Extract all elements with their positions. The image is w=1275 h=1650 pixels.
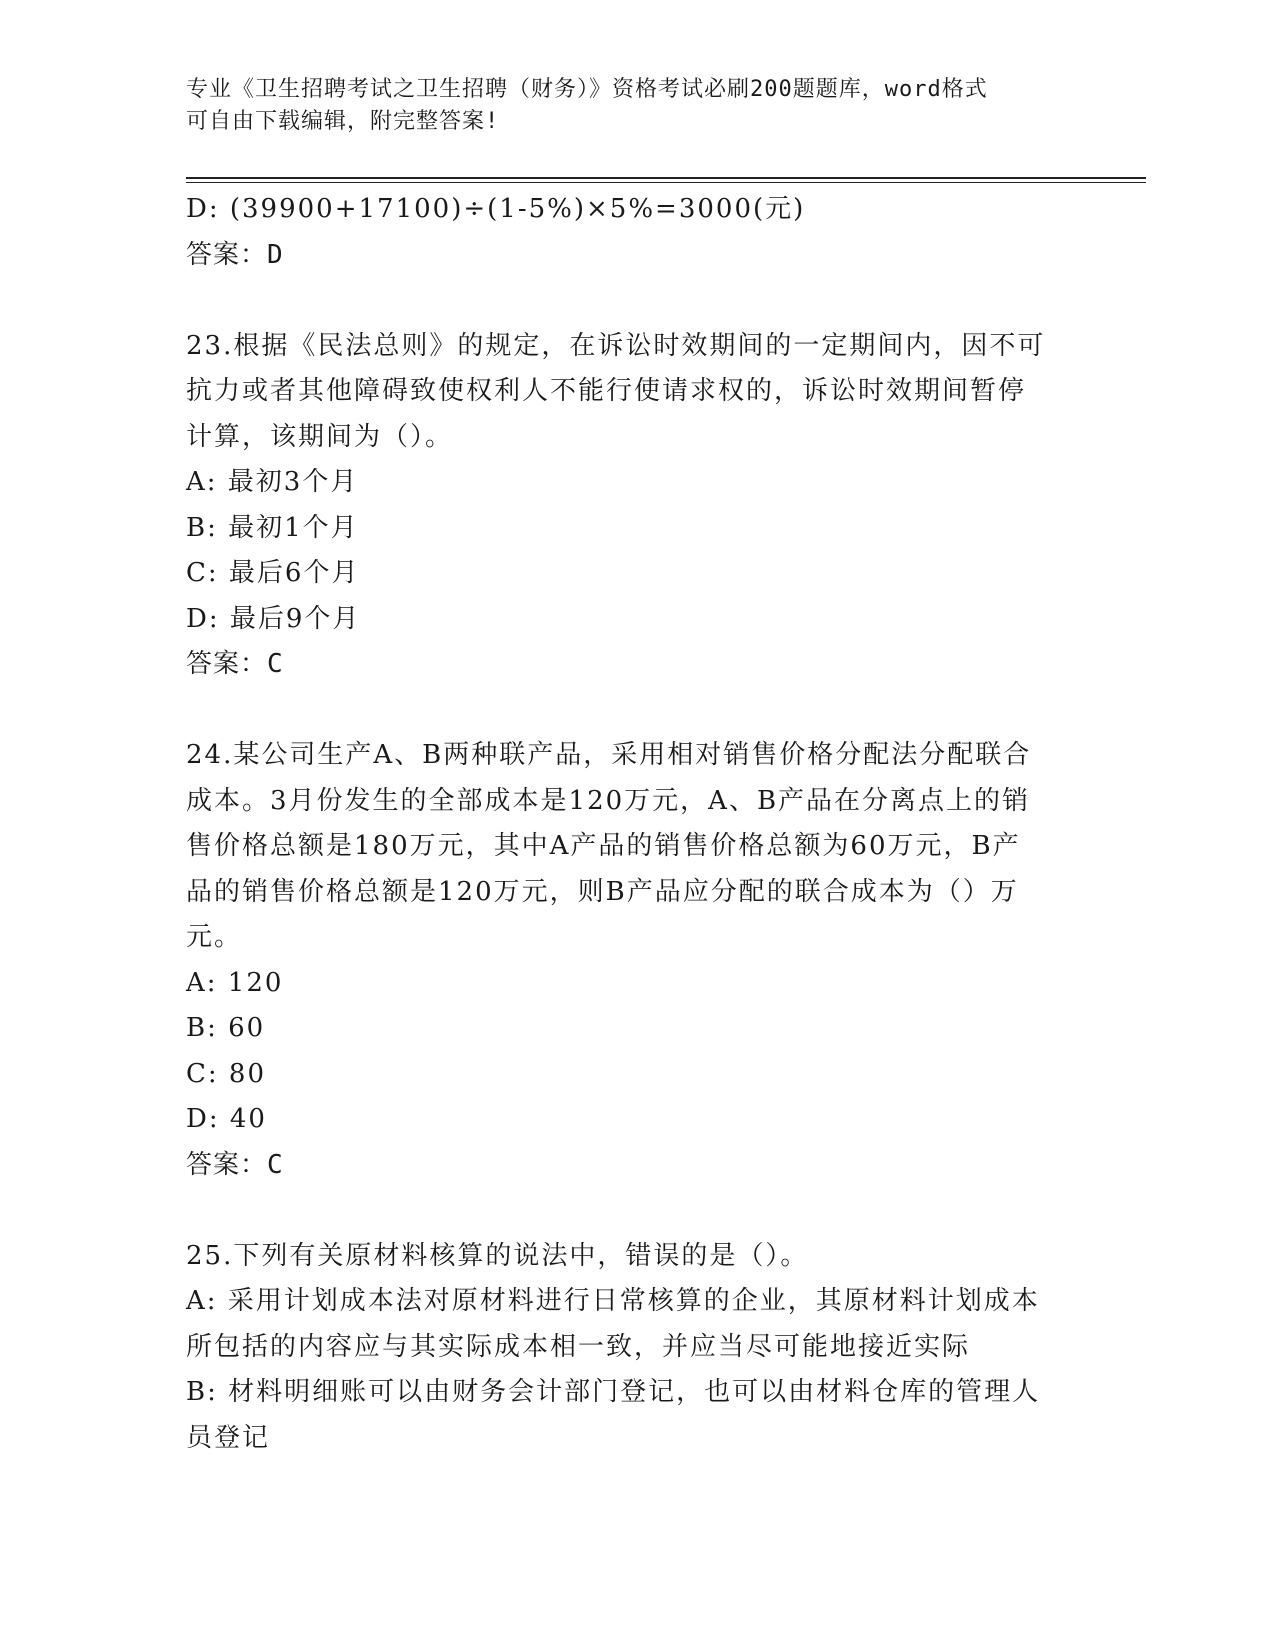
spacer	[186, 688, 1086, 734]
header-line-2: 可自由下载编辑，附完整答案!	[186, 109, 500, 134]
option-b: B: 最初1个月	[186, 512, 359, 543]
option-a: A: 采用计划成本法对原材料进行日常核算的企业，其原材料计划成本	[186, 1286, 1040, 1316]
question-23	[186, 324, 1086, 688]
option-c: C: 最后6个月	[186, 558, 360, 588]
option-d: D: 最后9个月	[186, 603, 361, 634]
question-stem-line: 计算，该期间为（）。	[186, 421, 454, 452]
question-24	[186, 733, 1086, 1188]
option-d: D: (39900+17100)÷(1-5%)×5%=3000(元)	[186, 194, 806, 224]
header-divider-thin	[186, 182, 1146, 183]
question-22-tail	[186, 187, 1086, 278]
header-line-1: 专业《卫生招聘考试之卫生招聘（财务）》资格考试必刷200题题库，word格式	[186, 77, 988, 102]
option-c: C: 80	[186, 1058, 267, 1089]
option-a: A: 最初3个月	[186, 467, 359, 497]
option-d: D: 40	[186, 1104, 267, 1134]
spacer	[186, 278, 1086, 324]
answer-line: 答案：C	[186, 649, 284, 679]
question-stem-line: 抗力或者其他障碍致使权利人不能行使请求权的，诉讼时效期间暂停	[186, 376, 1027, 406]
question-stem-line: 25.下列有关原材料核算的说法中，错误的是（）。	[186, 1240, 809, 1271]
spacer	[186, 1188, 1086, 1234]
answer-line: 答案：C	[186, 1149, 284, 1180]
question-content	[186, 187, 1086, 1461]
option-a-continuation: 所包括的内容应与其实际成本相一致，并应当尽可能地接近实际	[186, 1331, 971, 1362]
document-header	[186, 74, 1066, 138]
option-b-continuation: 员登记	[186, 1422, 271, 1453]
question-stem-line: 24.某公司生产A、B两种联产品，采用相对销售价格分配法分配联合	[186, 740, 1032, 770]
option-a: A: 120	[186, 967, 284, 998]
header-divider-thick	[186, 177, 1146, 179]
answer-line: 答案：D	[186, 239, 284, 270]
question-stem-line: 23.根据《民法总则》的规定，在诉讼时效期间的一定期间内，因不可	[186, 330, 1046, 361]
question-25	[186, 1234, 1086, 1462]
question-stem-line: 元。	[186, 922, 243, 952]
question-stem-line: 成本。3月份发生的全部成本是120万元，A、B产品在分离点上的销	[186, 785, 1031, 816]
option-b: B: 材料明细账可以由财务会计部门登记，也可以由材料仓库的管理人	[186, 1377, 1041, 1407]
question-stem-line: 售价格总额是180万元，其中A产品的销售价格总额为60万元，B产	[186, 831, 1021, 861]
question-stem-line: 品的销售价格总额是120万元，则B产品应分配的联合成本为（）万	[186, 876, 1019, 907]
option-b: B: 60	[186, 1013, 266, 1043]
